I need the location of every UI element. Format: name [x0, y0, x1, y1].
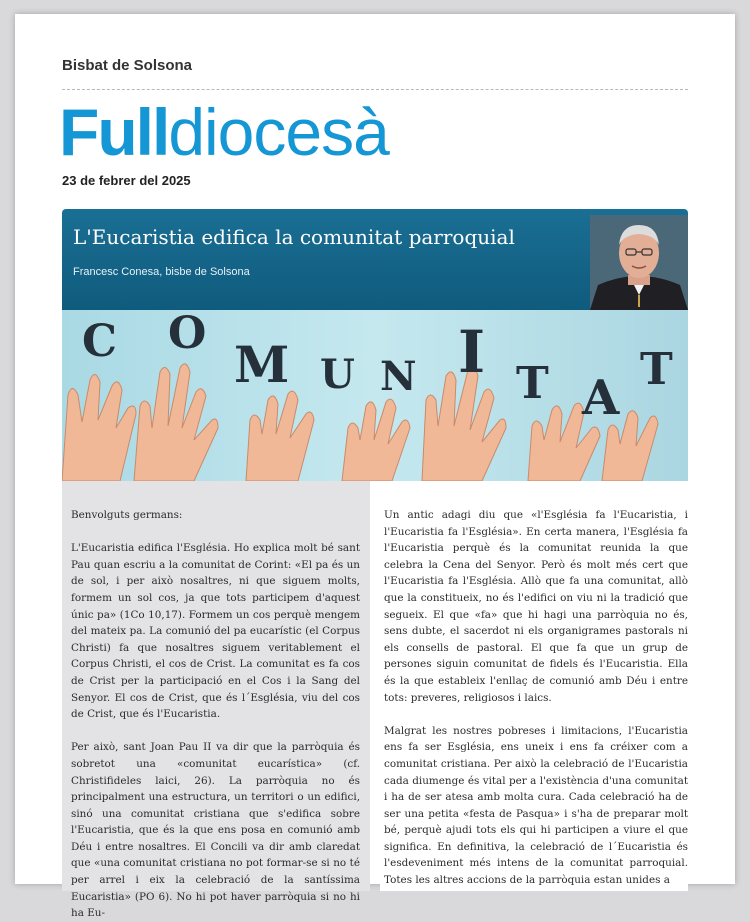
article-body: [62, 481, 688, 920]
article-title: L'Eucaristia edifica la comunitat parroquial: [73, 225, 515, 249]
photo-letter-c: C: [82, 316, 118, 367]
newsletter-page: [15, 14, 735, 920]
logo-full: Full: [59, 95, 169, 169]
greeting: Benvolguts germans:: [71, 509, 183, 521]
photo-letter-t2: T: [640, 344, 673, 395]
logo-diocesa: diocesà: [168, 95, 389, 169]
photo-letter-o: O: [168, 310, 207, 359]
photo-letter-n: N: [380, 353, 417, 400]
body-column-right: [380, 481, 688, 891]
author-portrait: [590, 215, 688, 310]
body-paragraph: Un antic adagi diu que «l'Església fa l'Eucaristia, i l'Eucaristia fa l'Església». En certa manera, l'Església fa l'Eucaristia perquè és la comunitat reunida la que celebra la Cena del Senyor. Però és molt més cert que l'Eucaristia fa l'Església. Allò que fa una comunitat, allò que la constitueix, no és l'edifici on viu ni la tradició que segueix. El que «fa» que hi hagi una parròquia no és, sens dubte, el sacerdot ni els organigrames pastorals ni els consells de pastoral. El que fa que un grup de persones siguin comunitat de fidels és l'Eucaristia. Ella és la que estableix l'enllaç de comunió amb Déu i entre tots: preveres, religiosos i laics.: [384, 509, 688, 704]
body-paragraph: Malgrat les nostres pobreses i limitacions, l'Eucaristia ens fa ser Església, ens uneix i ens fa créixer com a comunitat cristiana. Per això la celebració de l'Eucaristia cada diumenge és vital per a l'existència d'una comunitat i ha de ser atesa amb molta cura. Cada celebració ha de ser una petita «festa de Pasqua» i s'ha de preparar molt bé, perquè ajudi tots els qui hi participen a viure el que significa. En definitiva, la celebració de l´Eucaristia és l'esdeveniment més intens de la comunitat parroquial. Totes les altres accions de la parròquia estan unides a: [384, 724, 688, 887]
photo-letter-m: M: [234, 335, 290, 394]
article-byline: Francesc Conesa, bisbe de Solsona: [73, 266, 250, 278]
photo-letter-t1: T: [516, 358, 549, 409]
body-paragraph: L'Eucaristia edifica l'Església. Ho explica molt bé sant Pau quan escriu a la comunitat de Corint: «El pa és un de sol, i per això nosaltres, ni que siguem molts, formem un sol cos, ja que tots participem d'aquest únic pa» (1Co 10,17). Formem un cos perquè mengem del mateix pa. La comunió del pa eucarístic (el Corpus Christi) fa que nosaltres siguem veritablement el Corpus Christi, el cos de Crist. La comunitat es fa cos de Crist per la participació en el Cos i la Sang del Senyor. El cos de Crist, que és l´Església, viu del cos de Crist, que és l'Eucaristia.: [71, 542, 360, 721]
photo-letter-a: A: [582, 370, 620, 426]
body-paragraph: Per això, sant Joan Pau II va dir que la parròquia és sobretot una «comunitat eucarística» (cf. Christifideles laici, 26). La parròquia no és principalment una estructura, un territori o un edifici, sinó una comunitat cristiana que s'edifica sobre l'Eucaristia, que és la que ens posa en comunió amb Déu i entre nosaltres. El Concili va dir amb claredat que «una comunitat cristiana no pot formar-se si no té per arrel i eix la celebració de la santíssima Eucaristia» (PO 6). No hi pot haver parròquia si no hi ha Eu-: [71, 741, 360, 920]
article-photo: [62, 310, 688, 481]
header-divider: [62, 89, 688, 90]
photo-letter-i: I: [458, 318, 486, 386]
photo-letter-u: U: [320, 351, 355, 398]
article-banner: [62, 209, 688, 310]
publisher-name: Bisbat de Solsona: [62, 57, 193, 74]
body-column-left: [62, 481, 370, 920]
masthead-logo: [59, 94, 389, 170]
issue-date: 23 de febrer del 2025: [62, 173, 191, 188]
